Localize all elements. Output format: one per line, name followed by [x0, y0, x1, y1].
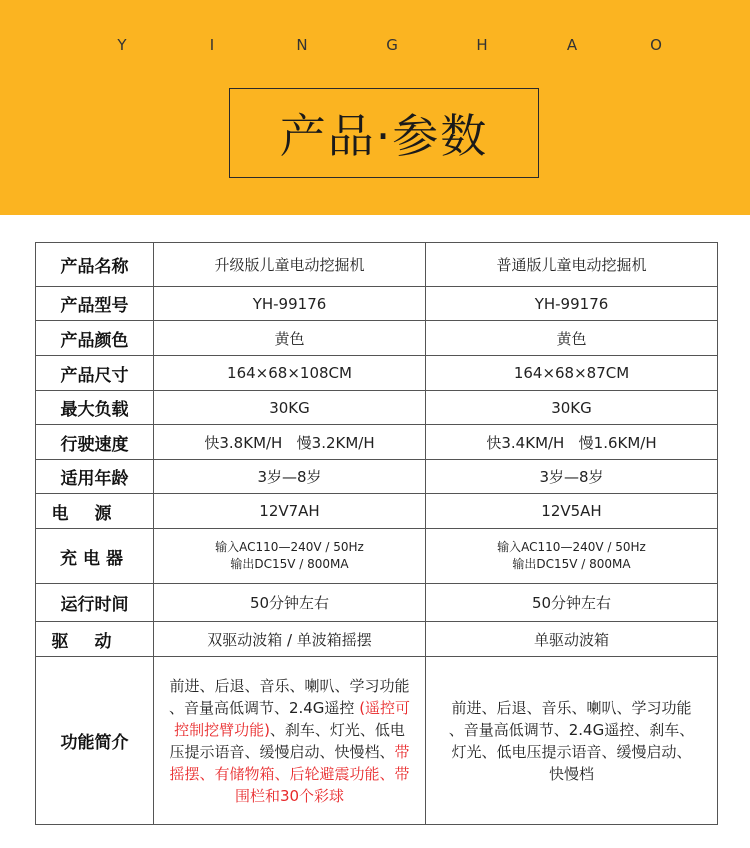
title-box — [229, 88, 539, 178]
brand-letter: O — [650, 36, 662, 54]
brand-letter: I — [209, 36, 215, 54]
cell-upgraded: 快3.8KM/H 慢3.2KM/H — [154, 425, 426, 460]
row-label: 适用年龄 — [36, 460, 154, 494]
cell-standard: 12V5AH — [426, 494, 718, 529]
brand-letter: H — [476, 36, 488, 54]
cell-standard: 3岁—8岁 — [426, 460, 718, 494]
cell-standard — [426, 529, 718, 584]
feature-line: 前进、后退、音乐、喇叭、学习功能 — [451, 698, 692, 717]
cell-upgraded: 双驱动波箱 / 单波箱摇摆 — [154, 622, 426, 657]
table-row — [36, 391, 718, 425]
cell-upgraded — [154, 657, 426, 825]
spec-table — [35, 242, 718, 825]
row-label: 产品名称 — [36, 243, 154, 287]
table-row — [36, 584, 718, 622]
cell-standard: YH-99176 — [426, 287, 718, 321]
row-label: 功能简介 — [36, 657, 154, 825]
row-label: 电源 — [36, 494, 154, 529]
row-label: 充电器 — [36, 529, 154, 584]
cell-standard: 单驱动波箱 — [426, 622, 718, 657]
cell-upgraded: YH-99176 — [154, 287, 426, 321]
row-label: 驱动 — [36, 622, 154, 657]
cell-standard: 164×68×87CM — [426, 356, 718, 391]
cell-standard — [426, 657, 718, 825]
row-label: 最大负载 — [36, 391, 154, 425]
row-label: 产品颜色 — [36, 321, 154, 356]
cell-standard: 30KG — [426, 391, 718, 425]
cell-upgraded: 12V7AH — [154, 494, 426, 529]
charger-input: 输入AC110—240V / 50Hz — [215, 540, 364, 554]
row-label: 行驶速度 — [36, 425, 154, 460]
feature-line: 围栏和30个彩球 — [234, 786, 345, 805]
header-banner — [0, 0, 750, 215]
feature-line: 前进、后退、音乐、喇叭、学习功能 — [169, 676, 410, 695]
feature-line: 压提示语音、缓慢启动、快慢档、带 — [169, 742, 410, 761]
feature-line: 、音量高低调节、2.4G遥控 (遥控可 — [168, 698, 411, 717]
charger-input: 输入AC110—240V / 50Hz — [497, 540, 646, 554]
feature-line: 摇摆、有储物箱、后轮避震功能、带 — [169, 764, 410, 783]
brand-letter: A — [566, 36, 578, 54]
feature-line: 、音量高低调节、2.4G遥控、刹车、 — [448, 720, 695, 739]
table-row — [36, 622, 718, 657]
brand-letter: N — [296, 36, 308, 54]
cell-standard: 50分钟左右 — [426, 584, 718, 622]
brand-letter: Y — [117, 36, 127, 54]
cell-standard: 黄色 — [426, 321, 718, 356]
brand-letter: G — [386, 36, 398, 54]
brand-letters — [0, 36, 750, 56]
feature-line: 灯光、低电压提示语音、缓慢启动、 — [451, 742, 692, 761]
table-row — [36, 494, 718, 529]
row-label: 运行时间 — [36, 584, 154, 622]
table-row — [36, 321, 718, 356]
table-row — [36, 460, 718, 494]
charger-output: 输出DC15V / 800MA — [512, 557, 631, 571]
cell-upgraded: 升级版儿童电动挖掘机 — [154, 243, 426, 287]
table-row — [36, 657, 718, 825]
feature-line: 控制挖臂功能)、刹车、灯光、低电 — [174, 720, 405, 739]
row-label: 产品尺寸 — [36, 356, 154, 391]
table-row — [36, 529, 718, 584]
cell-upgraded: 黄色 — [154, 321, 426, 356]
table-row — [36, 243, 718, 287]
cell-upgraded: 164×68×108CM — [154, 356, 426, 391]
table-row — [36, 356, 718, 391]
row-label: 产品型号 — [36, 287, 154, 321]
cell-standard: 普通版儿童电动挖掘机 — [426, 243, 718, 287]
cell-upgraded — [154, 529, 426, 584]
cell-upgraded: 50分钟左右 — [154, 584, 426, 622]
page-title: 产品·参数 — [279, 109, 489, 163]
table-row — [36, 425, 718, 460]
charger-output: 输出DC15V / 800MA — [230, 557, 349, 571]
cell-upgraded: 30KG — [154, 391, 426, 425]
feature-line: 快慢档 — [548, 764, 594, 783]
cell-standard: 快3.4KM/H 慢1.6KM/H — [426, 425, 718, 460]
table-row — [36, 287, 718, 321]
cell-upgraded: 3岁—8岁 — [154, 460, 426, 494]
